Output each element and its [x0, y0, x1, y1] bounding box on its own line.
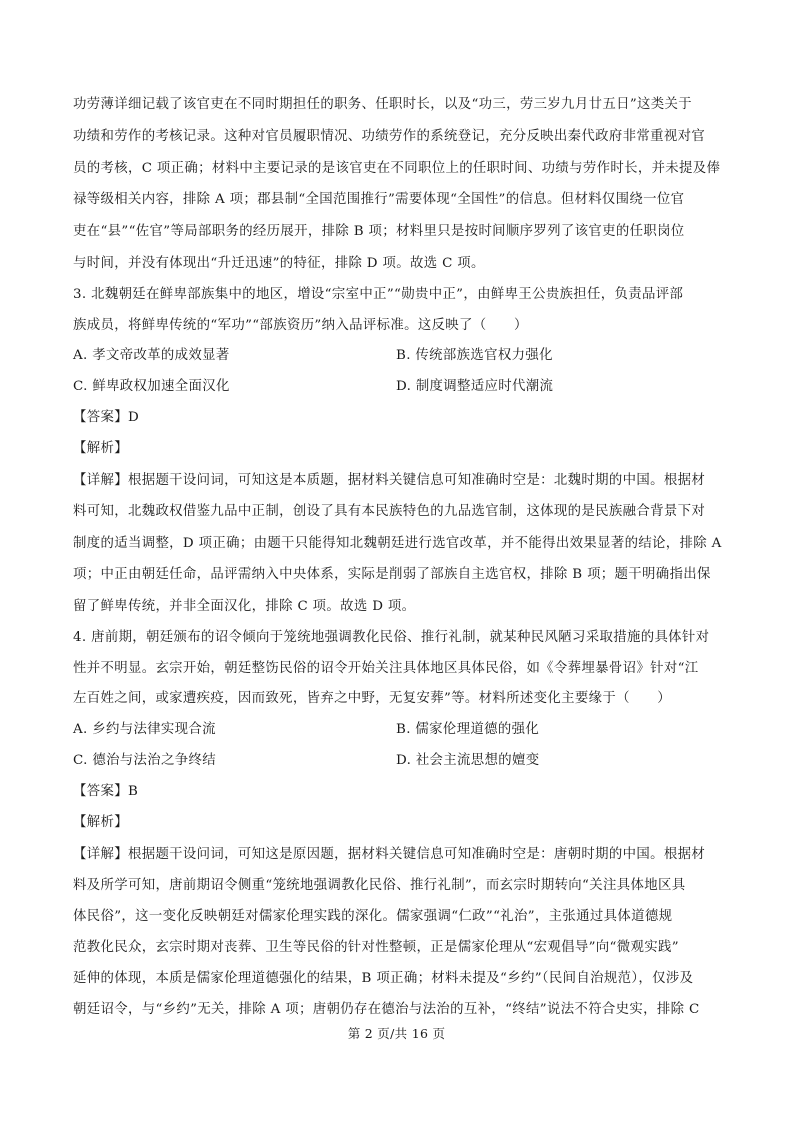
paragraph-line: 禄等级相关内容，排除 A 项；郡县制“全国范围推行”需要体现“全国性”的信息。但材料仅围绕一位官 [73, 192, 685, 207]
detail-line: 项；中正由朝廷任命，品评需纳入中央体系，实际是削弱了部族自主选官权，排除 B 项；题干明确指出保 [73, 567, 711, 582]
option-b: B. 儒家伦理道德的强化 [396, 722, 540, 737]
analysis-label: 【解析】 [73, 815, 128, 830]
detail-line: 延伸的体现，本质是儒家伦理道德强化的结果，B 项正确；材料未提及“乡约”（民间自治规范），仅涉及 [73, 971, 694, 986]
paragraph-line: 吏在“县”“佐官”等局部职务的经历展开，排除 B 项；材料里只是按时间顺序罗列了该官吏的任职岗位 [73, 224, 685, 239]
option-a: A. 乡约与法律实现合流 [73, 722, 216, 737]
option-c: C. 德治与法治之争终结 [73, 753, 216, 768]
paragraph-line: 功绩和劳作的考核记录。这种对官员履职情况、功绩劳作的系统登记，充分反映出秦代政府非常重视对官 [73, 129, 706, 144]
question-stem-line: 4. 唐前期，朝廷颁布的诏令倾向于笼统地强调教化民俗、推行礼制，就某种民风陋习采取措施的具体针对 [73, 630, 710, 645]
detail-line: 体民俗”，这一变化反映朝廷对儒家伦理实践的深化。儒家强调“仁政”“礼治”，主张通过具体道德规 [73, 909, 673, 924]
page-number: 第 2 页/共 16 页 [347, 1026, 446, 1041]
detail-line: 料可知，北魏政权借鉴九品中正制，创设了具有本民族特色的九品选官制，这体现的是民族融合背景下对 [73, 504, 706, 519]
analysis-label: 【解析】 [73, 441, 128, 456]
detail-line: 范教化民众，玄宗时期对丧葬、卫生等民俗的针对性整顿，正是儒家伦理从“宏观倡导”向“微观实践” [73, 940, 679, 955]
answer-label: 【答案】B [73, 784, 139, 799]
detail-line: 【详解】根据题干设问词，可知这是本质题，据材料关键信息可知准确时空是：北魏时期的中国。根据材 [73, 473, 706, 488]
question-stem-line: 性并不明显。玄宗开始，朝廷整饬民俗的诏令开始关注具体地区具体民俗，如《令葬埋暴骨诏》针对“江 [73, 661, 699, 676]
detail-line: 留了鲜卑传统，并非全面汉化，排除 C 项。故选 D 项。 [73, 599, 416, 614]
question-stem-line: 3. 北魏朝廷在鲜卑部族集中的地区，增设“宗室中正”“勋贵中正”，由鲜卑王公贵族担任，负责品评部 [73, 287, 684, 302]
detail-line: 制度的适当调整，D 项正确；由题干只能得知北魏朝廷进行选官改革，并不能得出效果显著的结论，排除 A [73, 536, 722, 551]
option-c: C. 鲜卑政权加速全面汉化 [73, 379, 230, 394]
paragraph-line: 与时间，并没有体现出“升迁迅速”的特征，排除 D 项。故选 C 项。 [73, 256, 485, 271]
option-d: D. 社会主流思想的嬗变 [396, 753, 540, 768]
detail-line: 朝廷诏令，与“乡约”无关，排除 A 项；唐朝仍存在德治与法治的互补，“终结”说法不符合史实，排除 C [73, 1002, 700, 1017]
answer-label: 【答案】D [73, 410, 140, 425]
question-stem-line: 左百姓之间，或家遭疾疫，因而致死，皆弃之中野，无复安葬”等。材料所述变化主要缘于（ ） [73, 691, 672, 706]
option-a: A. 孝文帝改革的成效显著 [73, 348, 230, 363]
option-d: D. 制度调整适应时代潮流 [396, 379, 554, 394]
paragraph-line: 功劳薄详细记载了该官吏在不同时期担任的职务、任职时长，以及“功三，劳三岁九月廿五日”这类关于 [73, 97, 692, 112]
question-stem-line: 族成员，将鲜卑传统的“军功”“部族资历”纳入品评标准。这反映了（ ） [73, 318, 528, 333]
detail-line: 【详解】根据题干设问词，可知这是原因题，据材料关键信息可知准确时空是：唐朝时期的中国。根据材 [73, 847, 706, 862]
paragraph-line: 员的考核，C 项正确；材料中主要记录的是该官吏在不同职位上的任职时间、功绩与劳作时长，并未提及俸 [73, 161, 721, 176]
option-b: B. 传统部族选官权力强化 [396, 348, 553, 363]
detail-line: 料及所学可知，唐前期诏令侧重“笼统地强调教化民俗、推行礼制”，而玄宗时期转向“关注具体地区具 [73, 878, 686, 893]
